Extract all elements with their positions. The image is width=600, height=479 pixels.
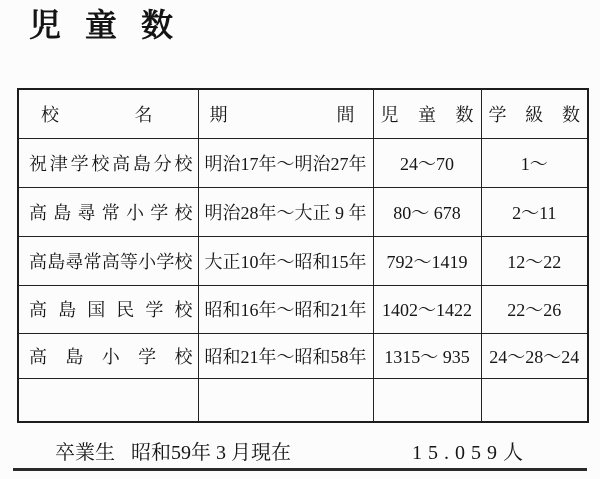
page-title: 児童数 bbox=[29, 7, 198, 43]
graduates-label: 卒業生 bbox=[55, 442, 115, 464]
col-header-children-label: 児 童 数 bbox=[380, 104, 474, 125]
graduates-total: 15.059人 bbox=[412, 442, 529, 464]
col-header-classes bbox=[481, 89, 588, 138]
school-name-cell: 高 島 小 学 校 bbox=[18, 333, 198, 378]
empty-cell bbox=[198, 378, 373, 422]
col-header-school-label: 校 名 bbox=[41, 104, 153, 125]
children-count-cell: 792～1419 bbox=[373, 236, 481, 285]
graduates-asof-date: 昭和59年 3 月現在 bbox=[131, 442, 291, 464]
table-row bbox=[18, 236, 588, 285]
col-header-period bbox=[198, 89, 373, 138]
col-header-classes-label: 学 級 数 bbox=[488, 104, 580, 125]
table-row bbox=[18, 138, 588, 187]
school-name-cell: 祝 津 学 校 高 島 分 校 bbox=[18, 138, 198, 187]
period-cell: 明治28年～大正 9 年 bbox=[198, 187, 373, 236]
children-count-cell: 1402～1422 bbox=[373, 285, 481, 333]
empty-row bbox=[18, 378, 588, 422]
col-header-children bbox=[373, 89, 481, 138]
school-name-cell: 高 島 国 民 学 校 bbox=[18, 285, 198, 333]
class-count-cell: 22～26 bbox=[481, 285, 588, 333]
period-cell: 昭和21年～昭和58年 bbox=[198, 333, 373, 378]
graduates-summary bbox=[0, 436, 600, 462]
header-row bbox=[18, 89, 588, 138]
col-header-school bbox=[18, 89, 198, 138]
period-cell: 昭和16年～昭和21年 bbox=[198, 285, 373, 333]
children-count-cell: 24～70 bbox=[373, 138, 481, 187]
empty-cell bbox=[373, 378, 481, 422]
school-name-cell: 高 島 尋 常 小 学 校 bbox=[18, 187, 198, 236]
class-count-cell: 24～28～24 bbox=[481, 333, 588, 378]
table-row bbox=[18, 285, 588, 333]
bottom-rule bbox=[13, 468, 587, 471]
children-count-cell: 1315～ 935 bbox=[373, 333, 481, 378]
class-count-cell: 12～22 bbox=[481, 236, 588, 285]
period-cell: 明治17年～明治27年 bbox=[198, 138, 373, 187]
empty-cell bbox=[18, 378, 198, 422]
children-count-cell: 80～ 678 bbox=[373, 187, 481, 236]
empty-cell bbox=[481, 378, 588, 422]
table-row bbox=[18, 333, 588, 378]
class-count-cell: 1～ bbox=[481, 138, 588, 187]
col-header-period-label: 期 間 bbox=[209, 104, 355, 125]
pupil-count-table bbox=[17, 88, 589, 423]
school-name-cell: 高 島 尋 常 高 等 小 学 校 bbox=[18, 236, 198, 285]
table-row bbox=[18, 187, 588, 236]
class-count-cell: 2～11 bbox=[481, 187, 588, 236]
period-cell: 大正10年～昭和15年 bbox=[198, 236, 373, 285]
